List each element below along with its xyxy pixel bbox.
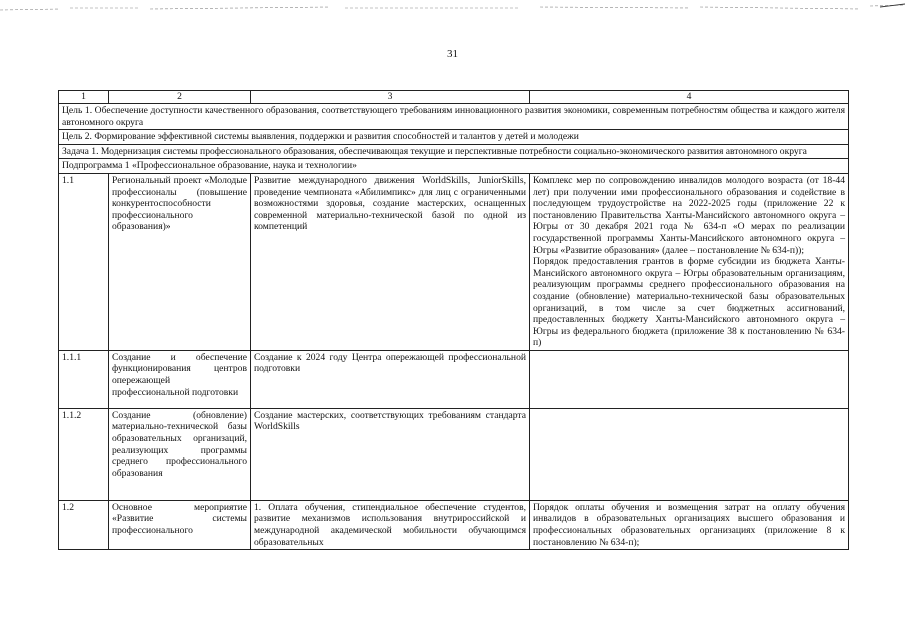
table-row xyxy=(59,500,849,549)
goal-2: Цель 2. Формирование эффективной системы выявления, поддержки и развития способностей и талантов у детей и молодежи xyxy=(59,130,849,145)
measure-basis xyxy=(530,173,849,350)
column-number: 4 xyxy=(530,91,849,104)
basis-paragraph: Порядок предоставления грантов в форме субсидии из бюджета Ханты-Мансийского автономного округа – Югры образовательным организациям, реализующим программы среднего профессионального образования на создание (обновление) материально-технической базы образовательных организаций, в том числе за счет бюджетных ассигнований, предоставленных бюджету Ханты-Мансийского автономного округа – Югры из федерального бюджета (приложение 38 к постановлению № 634-п) xyxy=(533,256,845,349)
measure-name: Региональный проект «Молодые профессионалы (повышение конкурентоспособности профессионального образования)» xyxy=(109,173,251,350)
basis-paragraph: Комплекс мер по сопровождению инвалидов молодого возраста (от 18-44 лет) при получении ими профессионального образования и содействие в последующем трудоустройстве на 2022-2025 годы (приложение 22 к постановлению Правительства Ханты-Мансийского автономного округа – Югры от 30 декабря 2021 года № 634-п «О мерах по реализации государственной программы Ханты-Мансийского автономного округа – Югры «Развитие образования» (далее – постановление № 634-п)); xyxy=(533,174,845,256)
column-number: 3 xyxy=(251,91,530,104)
page-number: 31 xyxy=(447,48,458,60)
table-row xyxy=(59,173,849,350)
measure-basis: Порядок оплаты обучения и возмещения затрат на оплату обучения инвалидов в образовательных организациях высшего образования и профессиональных образовательных организациях (приложение 8 к постановлению № 634-п); xyxy=(530,500,849,549)
column-number: 1 xyxy=(59,91,109,104)
row-number: 1.2 xyxy=(59,500,109,549)
row-number: 1.1.1 xyxy=(59,350,109,408)
measure-name: Основное мероприятие «Развитие системы профессионального xyxy=(109,500,251,549)
table-row xyxy=(59,408,849,500)
measures-table xyxy=(58,90,849,550)
measure-basis xyxy=(530,408,849,500)
measure-name: Создание (обновление) материально-технической базы образовательных организаций, реализующих программы среднего профессионального образования xyxy=(109,408,251,500)
row-number: 1.1.2 xyxy=(59,408,109,500)
task-row xyxy=(59,144,849,159)
subprogram-1: Подпрограмма 1 «Профессиональное образование, наука и технологии» xyxy=(59,159,849,174)
measure-activity: 1. Оплата обучения, стипендиальное обеспечение студентов, развитие механизмов использования внутрироссийской и международной академической мобильности обучающимся образовательных xyxy=(251,500,530,549)
goal-row xyxy=(59,104,849,130)
goal-1: Цель 1. Обеспечение доступности качественного образования, соответствующего требованиям инновационного развития экономики, современным потребностям общества и каждого жителя автономного округа xyxy=(59,104,849,130)
task-1: Задача 1. Модернизация системы профессионального образования, обеспечивающая текущие и перспективные потребности социально-экономического развития автономного округа xyxy=(59,144,849,159)
column-number: 2 xyxy=(109,91,251,104)
measure-activity: Создание мастерских, соответствующих требованиям стандарта WorldSkills xyxy=(251,408,530,500)
measure-activity: Развитие международного движения WorldSkills, JuniorSkills, проведение чемпионата «Абилимпикс» для лиц с ограниченными возможностями здоровья, создание мастерских, оснащенных современной материально-технической базой по одной из компетенций xyxy=(251,173,530,350)
row-number: 1.1 xyxy=(59,173,109,350)
table-row xyxy=(59,350,849,408)
measure-activity: Создание к 2024 году Центра опережающей профессиональной подготовки xyxy=(251,350,530,408)
column-number-row xyxy=(59,91,849,104)
subprogram-row xyxy=(59,159,849,174)
measure-basis xyxy=(530,350,849,408)
goal-row xyxy=(59,130,849,145)
measure-name: Создание и обеспечение функционирования центров опережающей профессиональной подготовки xyxy=(109,350,251,408)
scan-edge-artifact xyxy=(0,3,905,15)
